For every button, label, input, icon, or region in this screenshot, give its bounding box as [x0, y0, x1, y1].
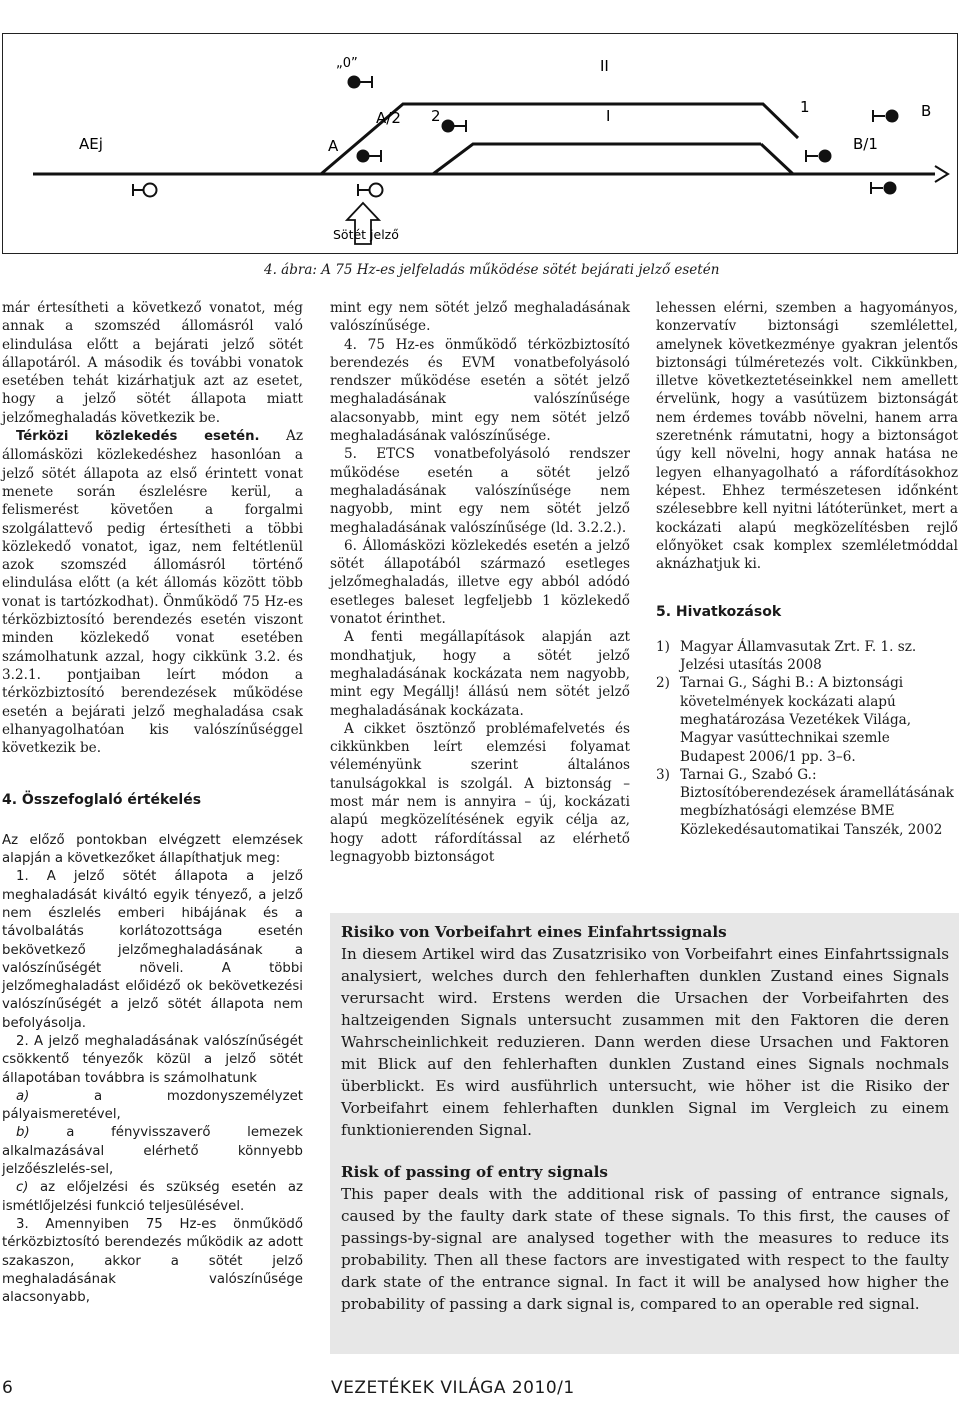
summary-item-2c [2, 1179, 303, 1216]
reference-number: 1) [656, 638, 670, 655]
abstract-box [330, 913, 959, 1354]
signal-a2-icon [357, 150, 382, 163]
siding-switch-right [761, 144, 793, 174]
runin-heading: Térközi közlekedés esetén. [16, 429, 260, 445]
reference-item [656, 766, 958, 839]
col2-paragraph-3: A cikket ösztönző problémafelvetés és cikkünkben leírt elemzési folyamat véleményünk szerint általános tanulságokkal is szolgál. A biztonság – most már nem is annyira – új, kockázati alapú megközelítésének egyik célja az, hogy adott ráfordítással az elérhető legnagyobb biztonságot [330, 720, 630, 865]
label-a: A [328, 137, 339, 155]
column-1 [2, 299, 303, 1307]
journal-name: VEZETÉKEK VILÁGA 2010/1 [331, 1378, 575, 1398]
label-2: 2 [431, 107, 441, 125]
item-c-label: c) [16, 1180, 29, 1196]
signal-a-icon [358, 184, 383, 197]
summary-item-4: 4. 75 Hz-es önműködő térközbiztosító berendezés és EVM vonatbefolyásoló rendszer működése esetén a sötét jelző meghaladásának valószínűsége alacsonyabb, mint egy nem sötét jelző meghaladásának valószínűsége. [330, 336, 630, 445]
item-c-text: az előjelzési és szükség esetén az ismétlőjelzési funkció teljesülésével. [2, 1180, 303, 1214]
signal-b1-icon [871, 182, 897, 195]
reference-text: Tarnai G., Sághi B.: A biztonsági követelmények kockázati alapú meghatározása Vezetékek Világa, Magyar vasúttechnikai szemle Budapest 2006/1 pp. 3–6. [680, 675, 912, 765]
signal-1-icon [806, 150, 832, 163]
track-end-marker [935, 166, 948, 182]
col2-paragraph-1: mint egy nem sötét jelző meghaladásának valószínűsége. [330, 300, 630, 335]
label-a2: A/2 [376, 109, 401, 127]
label-aej: AEj [79, 135, 103, 153]
reference-item [656, 674, 958, 765]
item-b-text: a fényvisszaverő lemezek alkalmazásával elérhető könnyebb jelzőészlelés-sel, [2, 1125, 303, 1178]
reference-number: 2) [656, 675, 670, 692]
page-number: 6 [2, 1378, 13, 1398]
column-2 [330, 299, 630, 866]
col1-paragraph-2 [2, 427, 303, 757]
label-track-ii: II [600, 57, 609, 75]
outer-loop-track-right [643, 104, 798, 138]
signal-aej-icon [133, 184, 157, 197]
signal-2-icon [442, 120, 467, 133]
siding-switch-left [433, 144, 503, 174]
reference-number: 3) [656, 766, 670, 783]
summary-item-5: 5. ETCS vonatbefolyásoló rendszer működése esetén a sötét jelző meghaladásának valószínűsége nem nagyobb, mint egy nem sötét jelző meghaladásának valószínűsége (ld. 3.2.2.). [330, 446, 630, 536]
abstract-de-title: Risiko von Vorbeifahrt eines Einfahrtssignals [341, 923, 727, 941]
abstract-de-text: In diesem Artikel wird das Zusatzrisiko von Vorbeifahrt eines Einfahrtssignals analysiert, welches durch den fehlerhaften dunklen Zustand eines Signals verursacht wird. Erstens werden die Ursachen der Vorbeifahrten des haltzeigenden Signals untersucht zusammen mit den Faktoren die deren Wahrscheinlichkeit reduzieren. Dann werden diese Ursachen und Faktoren mit Blick auf den fehlerhaften dunklen Zustand eines Signals nochmals überblickt. Es wird ausführlich untersucht, wie höher ist die Risiko der Vorbeifahrt einem fehlerhaften dunklen Signal im Vergleich zu einem funktionierenden Signal. [341, 945, 949, 1139]
reference-item [656, 638, 958, 675]
summary-item-3: 3. Amennyiben 75 Hz-es önműködő térközbiztosító berendezés működik az adott szakaszon, akkor a sötét jelző meghaladásának valószínűsége alacsonyabb, [2, 1216, 303, 1306]
item-b-label: b) [16, 1125, 30, 1141]
summary-item-2a [2, 1088, 303, 1125]
abstract-en-text: This paper deals with the additional risk of passing of entrance signals, caused by the faulty dark state of these signals. To this first, the causes of passings-by-signal are analysed together with the measures to reduce its probability. Then all these factors are investigated with respect to the faulty dark state of the entrance signal. In fact it will be analysed how higher the probability of passing a dark signal is, compared to an operable red signal. [341, 1185, 949, 1313]
outer-loop-track [321, 104, 643, 174]
section-5-heading: 5. Hivatkozások [656, 604, 782, 621]
item-a-label: a) [16, 1088, 30, 1104]
item-a-text: a mozdonyszemélyzet pályaismeretével, [2, 1088, 303, 1123]
summary-item-6: 6. Állomásközi közlekedés esetén a jelző sötét állapotából származó esetleges jelzőmeghaladás, illetve egy abból adódó esetleges baleset legfeljebb 1 közlekedő vonatot érinthet. [330, 537, 630, 628]
figure-box [2, 33, 958, 254]
label-b: B [921, 102, 932, 120]
signal-b-icon [873, 110, 899, 123]
reference-text: Magyar Államvasutak Zrt. F. 1. sz. Jelzési utasítás 2008 [680, 638, 917, 674]
label-1: 1 [800, 98, 810, 116]
abstract-en-title: Risk of passing of entry signals [341, 1163, 608, 1181]
col1-paragraph-2-text: Az állomásközi közlekedéshez hasonlóan a jelző sötét állapota az első érintett vonat menete során észlelésre kerül, a felismerést követően a forgalmi szolgálattevő pedig értesítheti a többi közlekedő vonatot, igaz, nem feltétlenül azok szomszéd állomásról történő elindulása előtt (a két állomás között több vonat is tartózkodhat). Önműködő 75 Hz-es térközbiztosító berendezés esetén viszont minden közlekedő vonat esetében számolhatunk azzal, hogy cikkünk 3.2. és 3.2.1. pontjaiban leírt módon a térközbiztosító berendezések működése esetén a bejárati jelző meghaladása csak elhanyagolhatóan kis valószínűséggel következik be. [2, 428, 303, 757]
signal-zero-icon [348, 76, 373, 89]
track-diagram [3, 34, 957, 253]
col1-paragraph-1: már értesítheti a következő vonatot, még annak a szomszéd állomásról való elindulása előtt a bejárati jelző sötét állapotáról. A második és további vonatok esetében tehát kizárhatjuk azt az esetet, hogy a jelző sötét állapota miatt jelzőmeghaladás következik be. [2, 300, 303, 426]
label-track-i: I [606, 107, 611, 125]
reference-text: Tarnai G., Szabó G.: Biztosítóberendezések áramellátásának megbízhatósági elemzése BME Közlekedésautomatikai Tanszék, 2002 [680, 766, 954, 838]
col3-paragraph-1: lehessen elérni, szemben a hagyományos, konzervatív biztonsági szemlélettel, amelynek következménye gyakran jelentős biztonsági túlméretezés volt. Cikkünkben, illetve következtetéseinkkel nem amellett érvelünk, hogy a vasútüzem biztonságát nem érdemes tovább növelni, hanem arra szeretnénk rámutatni, hogy a biztonságot úgy kell növelni, hogy annak hatása ne legyen elhanyagolható a ráfordításokhoz képest. Ehhez természetesen időnként szélesebbre kell nyitni látóterünket, mert a kockázati alapú megközelítésben rejlő előnyöket csak komplex szemléletmóddal aknázhatjuk ki. [656, 300, 958, 573]
section-4-heading: 4. Összefoglaló értékelés [2, 792, 202, 809]
summary-item-1: 1. A jelző sötét állapota a jelző meghaladását kiváltó egyik tényező, a jelző nem észlelés emberi hibájának és a távolbalátás korlátozottsága esetén bekövetkező jelzőmeghaladásának a valószínűségét növeli. A többi jelzőmeghaladást előidéző ok bekövetkezési valószínűségét a jelző sötét állapota nem befolyásolja. [2, 869, 303, 1031]
summary-item-2b [2, 1124, 303, 1179]
label-dark-signal: Sötét jelző [333, 227, 399, 242]
figure-caption: 4. ábra: A 75 Hz-es jelfeladás működése sötét bejárati jelző esetén [264, 262, 720, 278]
label-zero: „0” [336, 56, 358, 71]
col2-paragraph-2: A fenti megállapítások alapján azt mondhatjuk, hogy a sötét jelző meghaladásának kockázata nem nagyobb, mint egy Megállj! állású nem sötét jelző meghaladásának kockázata. [330, 629, 630, 719]
column-3 [656, 299, 958, 839]
label-b1: B/1 [853, 135, 878, 153]
summary-item-2: 2. A jelző meghaladásának valószínűségét csökkentő tényezők közül a jelző sötét állapotában továbbra is számolhatunk [2, 1033, 303, 1086]
summary-intro: Az előző pontokban elvégzett elemzések alapján a következőket állapíthatjuk meg: [2, 832, 303, 867]
